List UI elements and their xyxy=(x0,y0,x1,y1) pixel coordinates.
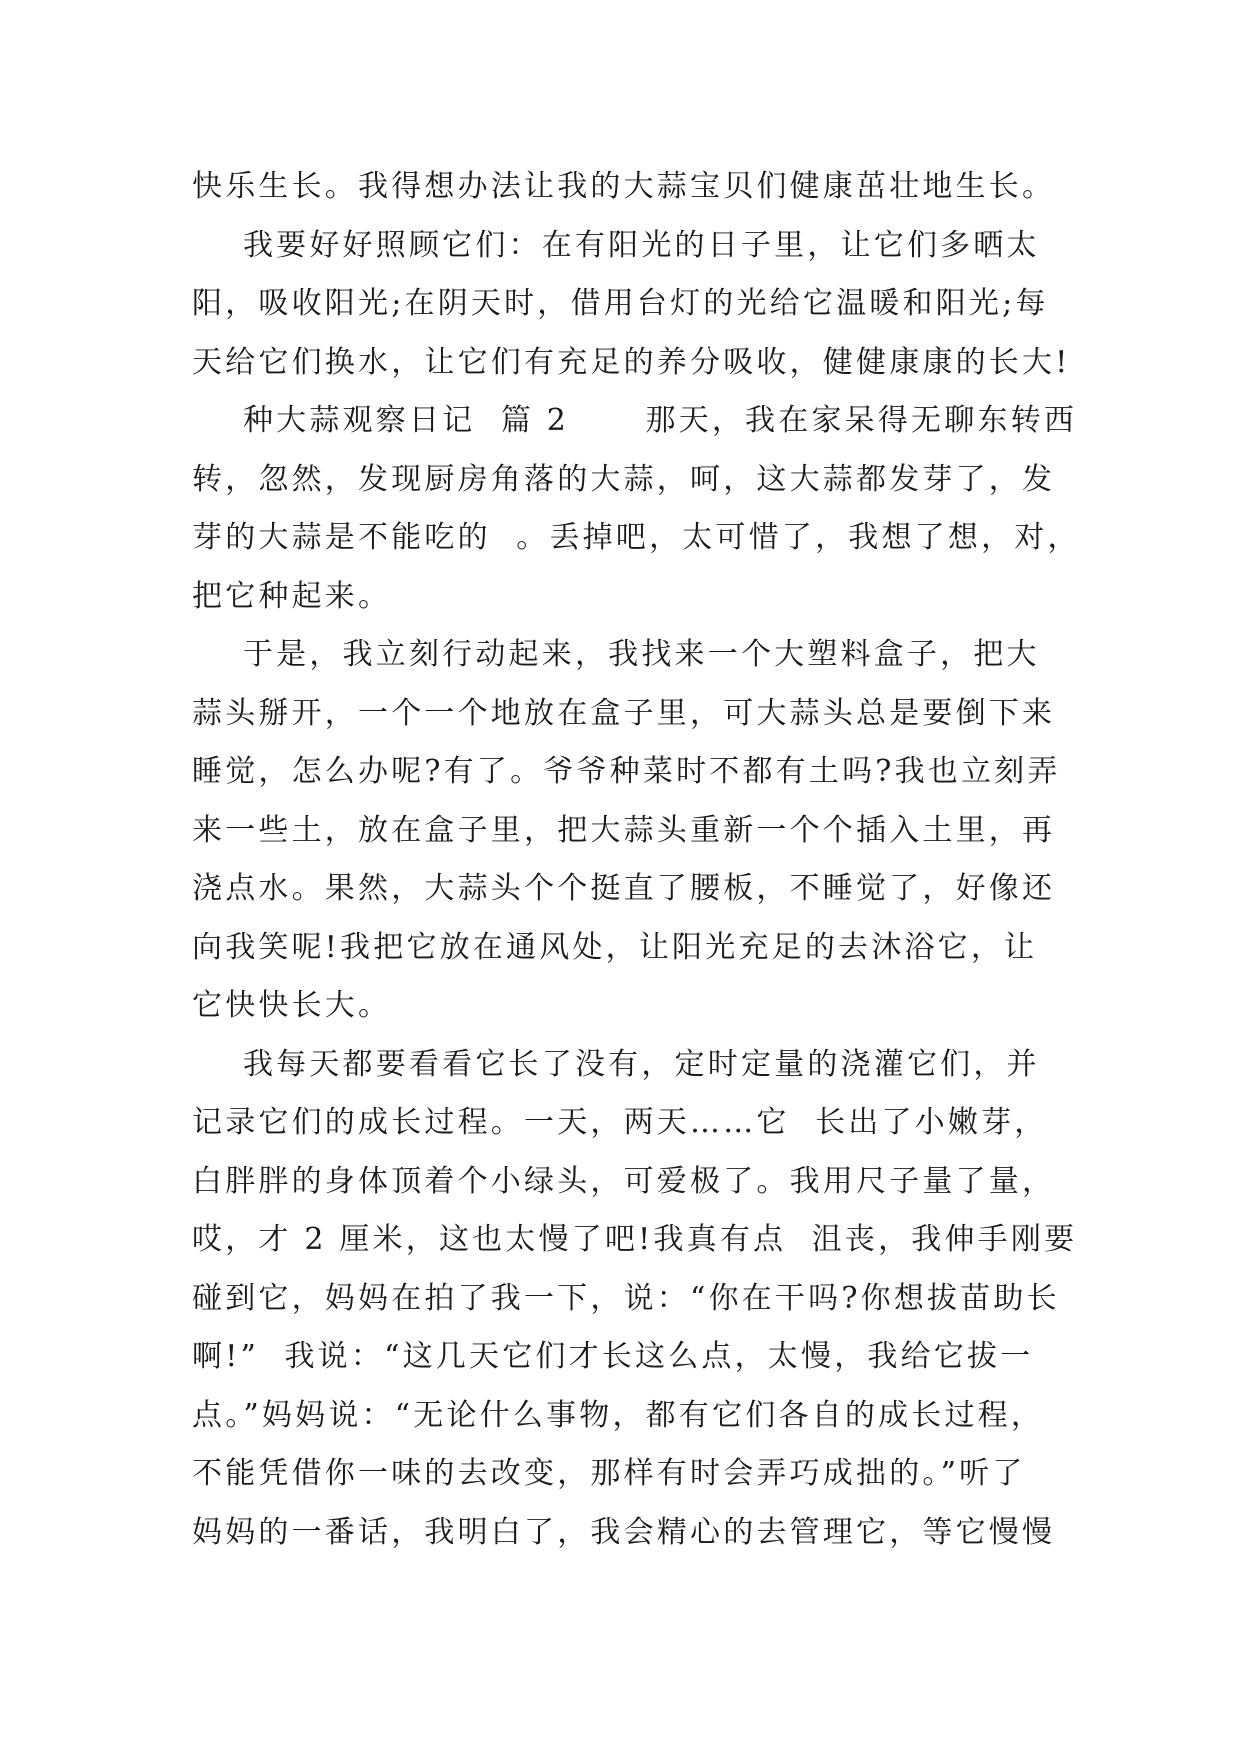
text-line: 向我笑呢!我把它放在通风处，让阳光充足的去沐浴它，让 xyxy=(192,929,1038,965)
text-line: 睡觉，怎么办呢?有了。爷爷种菜时不都有土吗?我也立刻弄 xyxy=(192,754,1061,789)
text-line: 它快快长大。 xyxy=(192,988,392,1023)
body-text xyxy=(192,158,1081,1562)
text-line: 来一些土，放在盒子里，把大蒜头重新一个个插入土里，再 xyxy=(192,812,1056,848)
text-line: 于是，我立刻行动起来，我找来一个大塑料盒子，把大 xyxy=(192,637,1040,672)
text-line: 阳，吸收阳光;在阴天时，借用台灯的光给它温暖和阳光;每 xyxy=(192,286,1049,321)
text-line: 我每天都要看看它长了没有，定时定量的浇灌它们，并 xyxy=(192,1046,1040,1082)
text-line: 快乐生长。我得想办法让我的大蒜宝贝们健康茁壮地生长。 xyxy=(192,169,1056,204)
text-line: 妈妈的一番话，我明白了，我会精心的去管理它，等它慢慢 xyxy=(192,1514,1056,1550)
text-line: 记录它们的成长过程。一天，两天……它 长出了小嫩芽， xyxy=(192,1105,1048,1140)
text-line: 白胖胖的身体顶着个小绿头，可爱极了。我用尺子量了量， xyxy=(192,1163,1056,1199)
text-line: 碰到它，妈妈在拍了我一下，说：“你在干吗?你想拔苗助长 xyxy=(192,1280,1060,1316)
text-line: 芽的大蒜是不能吃的 。丢掉吧，太可惜了，我想了想，对， xyxy=(192,520,1081,555)
text-line: 转，忽然，发现厨房角落的大蒜，呵，这大蒜都发芽了，发 xyxy=(192,461,1056,497)
text-line: 种大蒜观察日记 篇 2 那天，我在家呆得无聊东转西 xyxy=(192,403,1078,438)
text-line: 把它种起来。 xyxy=(192,578,392,614)
text-line: 哎，才 2 厘米，这也太慢了吧!我真有点 沮丧，我伸手刚要 xyxy=(192,1222,1078,1257)
text-line: 点。”妈妈说：“无论什么事物，都有它们各自的成长过程， xyxy=(192,1397,1045,1433)
text-line: 啊!” 我说：“这几天它们才长这么点，太慢，我给它拔一 xyxy=(192,1339,1034,1374)
text-line: 浇点水。果然，大蒜头个个挺直了腰板，不睡觉了，好像还 xyxy=(192,871,1056,906)
text-line: 蒜头掰开，一个一个地放在盒子里，可大蒜头总是要倒下来 xyxy=(192,695,1056,731)
text-line: 不能凭借你一味的去改变，那样有时会弄巧成拙的。”听了 xyxy=(192,1456,1026,1491)
text-line: 天给它们换水，让它们有充足的养分吸收，健健康康的长大! xyxy=(192,344,1071,380)
text-line: 我要好好照顾它们：在有阳光的日子里，让它们多晒太 xyxy=(192,227,1040,263)
